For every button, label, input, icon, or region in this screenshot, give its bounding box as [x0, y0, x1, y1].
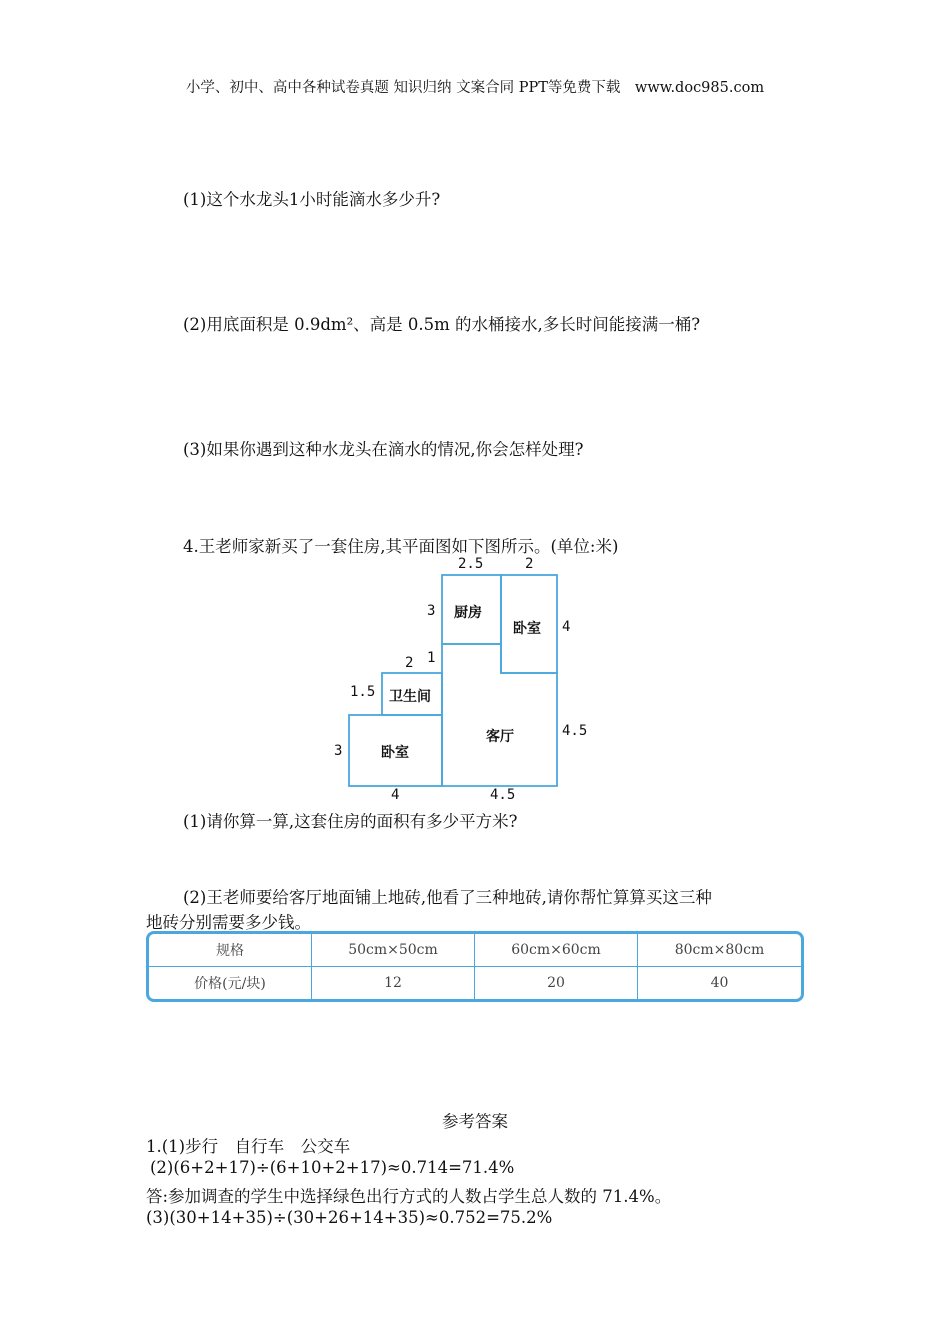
- question-3-part-1: (1)这个水龙头1小时能滴水多少升?: [183, 190, 441, 209]
- dim-top-left: 2.5: [458, 556, 484, 572]
- question-4-part-2-line-1: (2)王老师要给客厅地面铺上地砖,他看了三种地砖,请你帮忙算算买这三种: [183, 888, 712, 907]
- table-row: [149, 934, 801, 967]
- answer-line-4: (3)(30+14+35)÷(30+26+14+35)≈0.752=75.2%: [146, 1208, 553, 1227]
- floor-plan: [330, 552, 600, 808]
- tile-price-table: [146, 931, 804, 1002]
- question-3-part-2: (2)用底面积是 0.9dm²、高是 0.5m 的水桶接水,多长时间能接满一桶?: [183, 315, 701, 334]
- room-bedroom-1: 卧室: [513, 621, 541, 637]
- dim-top-right: 2: [525, 556, 534, 572]
- dim-bedroom2-height: 3: [334, 743, 343, 759]
- room-living: 客厅: [486, 729, 514, 745]
- answer-line-1: 1.(1)步行 自行车 公交车: [146, 1137, 351, 1156]
- dim-gap: 1: [427, 650, 436, 666]
- table-cell: 80cm×80cm: [638, 934, 801, 967]
- room-bathroom: 卫生间: [389, 689, 431, 705]
- dim-bath-height: 1.5: [350, 684, 376, 700]
- table-cell: 20: [475, 967, 638, 999]
- dim-living-height: 4.5: [562, 723, 588, 739]
- page-header: 小学、初中、高中各种试卷真题 知识归纳 文案合同 PPT等免费下载 www.doc985.com: [185, 80, 765, 96]
- room-bedroom-2: 卧室: [381, 745, 409, 761]
- table-cell: 价格(元/块): [149, 967, 312, 999]
- question-4-part-2-line-2: 地砖分别需要多少钱。: [146, 913, 311, 932]
- answers-title: 参考答案: [442, 1112, 508, 1131]
- answer-line-2: (2)(6+2+17)÷(6+10+2+17)≈0.714=71.4%: [150, 1158, 515, 1177]
- answer-line-3: 答:参加调查的学生中选择绿色出行方式的人数占学生总人数的 71.4%。: [146, 1187, 672, 1206]
- table-cell: 60cm×60cm: [475, 934, 638, 967]
- dim-bath-width: 2: [405, 655, 414, 671]
- table-cell: 40: [710, 975, 729, 991]
- question-3-part-3: (3)如果你遇到这种水龙头在滴水的情况,你会怎样处理?: [183, 440, 584, 459]
- dim-kitchen-height: 3: [427, 603, 436, 619]
- living-room-outline: [442, 644, 557, 786]
- dim-bottom-right: 4.5: [490, 787, 516, 803]
- question-4-stem: 4.王老师家新买了一套住房,其平面图如下图所示。(单位:米): [183, 537, 619, 556]
- room-kitchen: 厨房: [454, 605, 482, 621]
- table-cell: 50cm×50cm: [312, 934, 475, 967]
- table-cell: 规格: [149, 934, 312, 967]
- question-4-part-1: (1)请你算一算,这套住房的面积有多少平方米?: [183, 812, 518, 831]
- table-row: [149, 967, 801, 999]
- dim-bedroom1-height: 4: [562, 619, 571, 635]
- dim-bottom-left: 4: [391, 787, 400, 803]
- table-cell: 12: [312, 967, 475, 999]
